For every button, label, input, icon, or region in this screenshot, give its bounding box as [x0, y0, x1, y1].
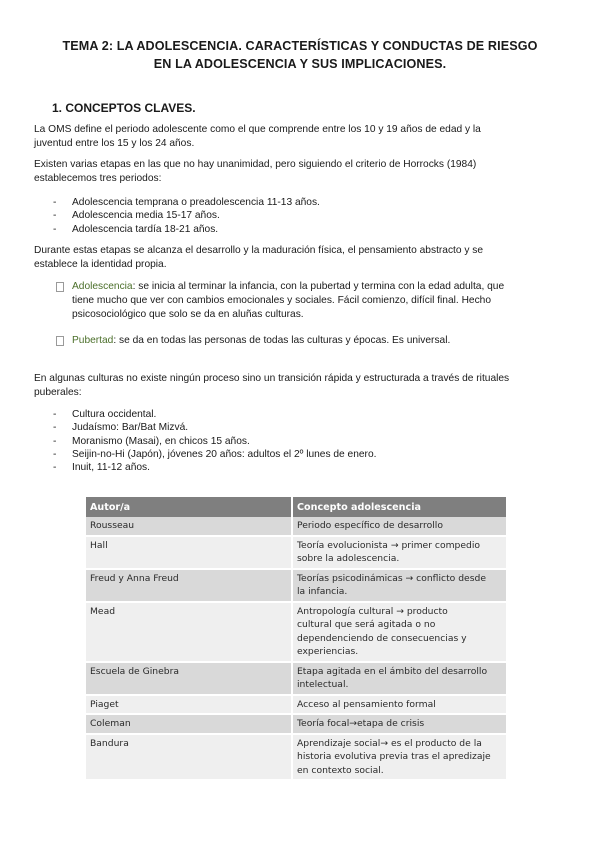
table-row [86, 662, 507, 695]
author-cell: Rousseau [86, 517, 292, 536]
concept-cell: Etapa agitada en el ámbito del desarrollo intelectual. [292, 662, 507, 695]
paragraph-oms: La OMS define el periodo adolescente como el que comprende entre los 10 y 19 años de edad y la juventud entre los 15 y los 24 años. [34, 124, 481, 149]
table-row [86, 695, 507, 715]
checkbox-bullet-icon [56, 336, 64, 346]
list-item: - Inuit, 11-12 años. [52, 461, 376, 474]
table-row [86, 536, 507, 569]
concept-cell: Periodo específico de desarrollo [292, 517, 507, 536]
column-header-concept: Concepto adolescencia [292, 497, 507, 517]
list-item: - Moranismo (Masai), en chicos 15 años. [52, 435, 376, 448]
concept-cell: Teorías psicodinámicas → conflicto desde la infancia. [292, 569, 507, 602]
authors-table [86, 497, 508, 781]
concept-cell: Teoría evolucionista → primer compedio sobre la adolescencia. [292, 536, 507, 569]
term-pubertad: Pubertad [72, 335, 114, 346]
term-adolescencia: Adolescencia [72, 281, 133, 292]
section-heading: 1. CONCEPTOS CLAVES. [52, 101, 196, 115]
author-cell: Coleman [86, 714, 292, 734]
checkbox-bullet-icon [56, 282, 64, 292]
definition-pubertad: Pubertad: se da en todas las personas de todas las culturas y épocas. Es universal. [56, 334, 566, 348]
list-item: - Judaísmo: Bar/Bat Mizvá. [52, 421, 376, 434]
table-row [86, 569, 507, 602]
concept-cell: Aprendizaje social→ es el producto de la historia evolutiva previa tras el apredizaje en contexto social. [292, 734, 507, 781]
table-row [86, 602, 507, 662]
table-header-row [86, 497, 507, 517]
document-title [30, 37, 570, 73]
title-line-2: EN LA ADOLESCENCIA Y SUS IMPLICACIONES. [153, 57, 447, 71]
column-header-author: Autor/a [86, 497, 292, 517]
concept-cell: Teoría focal→etapa de crisis [292, 714, 507, 734]
table-row [86, 714, 507, 734]
author-cell: Piaget [86, 695, 292, 715]
list-item: - Adolescencia temprana o preadolescencia 11-13 años. [52, 196, 320, 209]
table-row [86, 734, 507, 781]
table-row [86, 517, 507, 536]
definition-adolescencia: Adolescencia: se inicia al terminar la infancia, con la pubertad y termina con la edad adulta, que tiene mucho que ver con cambios emocionales y sociales. Fácil comienzo, difícil final. Hecho psicosociológico que solo se da en aluñas culturas. [56, 280, 566, 321]
concept-cell: Acceso al pensamiento formal [292, 695, 507, 715]
paragraph-etapas: Existen varias etapas en las que no hay unanimidad, pero siguiendo el criterio de Horrocks (1984) establecemos tres periodos: [34, 159, 477, 184]
author-cell: Freud y Anna Freud [86, 569, 292, 602]
list-item: - Seijin-no-Hi (Japón), jóvenes 20 años: adultos el 2º lunes de enero. [52, 448, 376, 461]
author-cell: Hall [86, 536, 292, 569]
paragraph-rituales: En algunas culturas no existe ningún proceso sino un transición rápida y estructurada a través de rituales puberales: [34, 373, 510, 398]
title-line-1: TEMA 2: LA ADOLESCENCIA. CARACTERÍSTICAS Y CONDUCTAS DE RIESGO [62, 39, 538, 53]
author-cell: Mead [86, 602, 292, 662]
list-item: - Adolescencia tardía 18-21 años. [52, 223, 320, 236]
list-item: - Cultura occidental. [52, 408, 376, 421]
cultures-list [52, 408, 376, 474]
concept-cell: Antropología cultural → producto cultural que será agitada o no dependenciendo de consecuencias y experiencias. [292, 602, 507, 662]
author-cell: Bandura [86, 734, 292, 781]
stages-list [52, 196, 320, 236]
author-cell: Escuela de Ginebra [86, 662, 292, 695]
paragraph-desarrollo: Durante estas etapas se alcanza el desarrollo y la maduración física, el pensamiento abstracto y se establece la identidad propia. [34, 245, 484, 270]
list-item: - Adolescencia media 15-17 años. [52, 209, 320, 222]
